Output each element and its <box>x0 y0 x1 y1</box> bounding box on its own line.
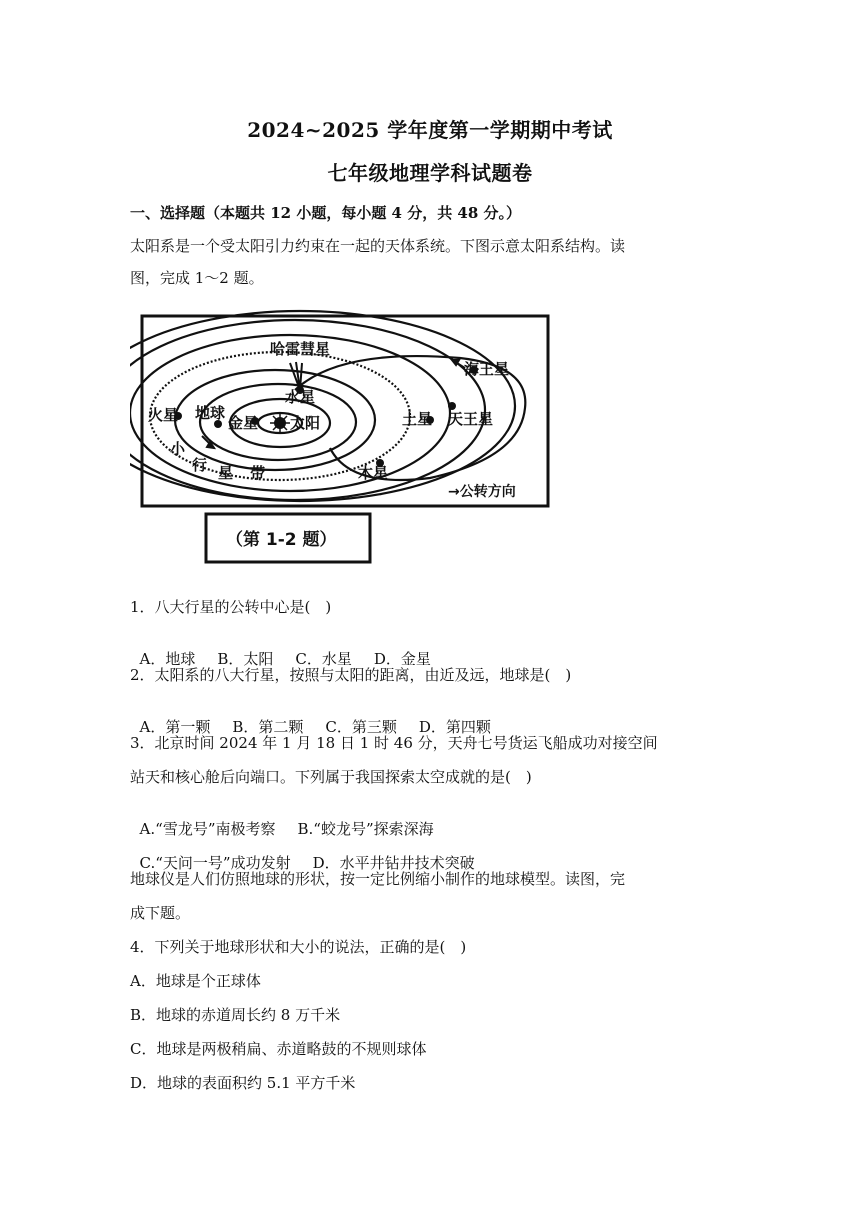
section-heading: 一、选择题（本题共 12 小题，每小题 4 分，共 48 分。） <box>130 204 522 222</box>
q3-option-b[interactable]: B.“蛟龙号”探索深海 <box>297 820 434 838</box>
intro-line-2: 图，完成 1～2 题。 <box>130 269 264 287</box>
q2-option-c[interactable]: C．第三颗 <box>325 718 397 736</box>
q1-option-d[interactable]: D．金星 <box>373 650 431 668</box>
solar-system-figure <box>130 308 570 576</box>
q1-option-a[interactable]: A．地球 <box>139 650 196 668</box>
section2-intro-line2: 成下题。 <box>130 904 191 922</box>
section2-intro-line1: 地球仪是人们仿照地球的形状，按一定比例缩小制作的地球模型。读图，完 <box>130 870 626 888</box>
label-asteroid-1: 小 <box>170 440 186 458</box>
exam-title: 2024~2025 学年度第一学期期中考试 <box>247 118 613 142</box>
label-earth: 地球 <box>195 404 226 422</box>
q1-option-b[interactable]: B．太阳 <box>217 650 274 668</box>
intro-line-1: 太阳系是一个受太阳引力约束在一起的天体系统。下图示意太阳系结构。读 <box>130 237 626 255</box>
label-mercury: 水星 <box>285 388 316 406</box>
question-3-stem-line1: 3．北京时间 2024 年 1 月 18 日 1 时 46 分，天舟七号货运飞船成功对接空间 <box>130 734 658 752</box>
question-2-stem: 2．太阳系的八大行星，按照与太阳的距离，由近及远，地球是( ) <box>130 666 572 684</box>
question-4-stem: 4．下列关于地球形状和大小的说法，正确的是( ) <box>130 938 467 956</box>
figure-caption: （第 1-2 题） <box>226 530 337 550</box>
label-direction: →公转方向 <box>448 484 516 500</box>
sun-icon <box>270 413 290 433</box>
uranus-dot <box>448 402 456 410</box>
label-saturn: 土星 <box>402 410 433 428</box>
label-asteroid-4: 带 <box>250 464 266 482</box>
label-asteroid-3: 星 <box>218 464 234 482</box>
q2-option-b[interactable]: B．第二颗 <box>232 718 304 736</box>
label-uranus: 天王星 <box>448 410 494 428</box>
q4-option-d[interactable]: D．地球的表面积约 5.1 平方千米 <box>130 1074 356 1092</box>
label-sun: 太阳 <box>290 414 321 432</box>
q4-option-a[interactable]: A．地球是个正球体 <box>130 972 261 990</box>
question-1-stem: 1．八大行星的公转中心是( ) <box>130 598 332 616</box>
q4-option-c[interactable]: C．地球是两极稍扁、赤道略鼓的不规则球体 <box>130 1040 427 1058</box>
question-3-stem-line2: 站天和核心舱后向端口。下列属于我国探索太空成就的是( ) <box>130 768 532 786</box>
exam-subtitle: 七年级地理学科试题卷 <box>327 161 533 185</box>
label-jupiter: 木星 <box>358 464 389 482</box>
q2-option-d[interactable]: D．第四颗 <box>418 718 491 736</box>
label-halley: 哈雷彗星 <box>270 340 331 358</box>
q4-option-b[interactable]: B．地球的赤道周长约 8 万千米 <box>130 1006 341 1024</box>
label-mars: 火星 <box>148 406 179 424</box>
label-venus: 金星 <box>228 414 259 432</box>
q3-option-c[interactable]: C.“天问一号”成功发射 <box>139 854 291 872</box>
label-neptune: 海王星 <box>464 360 510 378</box>
q3-option-d[interactable]: D．水平井钻井技术突破 <box>312 854 475 872</box>
label-asteroid-2: 行 <box>192 456 208 474</box>
q2-option-a[interactable]: A．第一颗 <box>139 718 211 736</box>
q3-option-a[interactable]: A.“雪龙号”南极考察 <box>139 820 276 838</box>
q1-option-c[interactable]: C．水星 <box>295 650 352 668</box>
